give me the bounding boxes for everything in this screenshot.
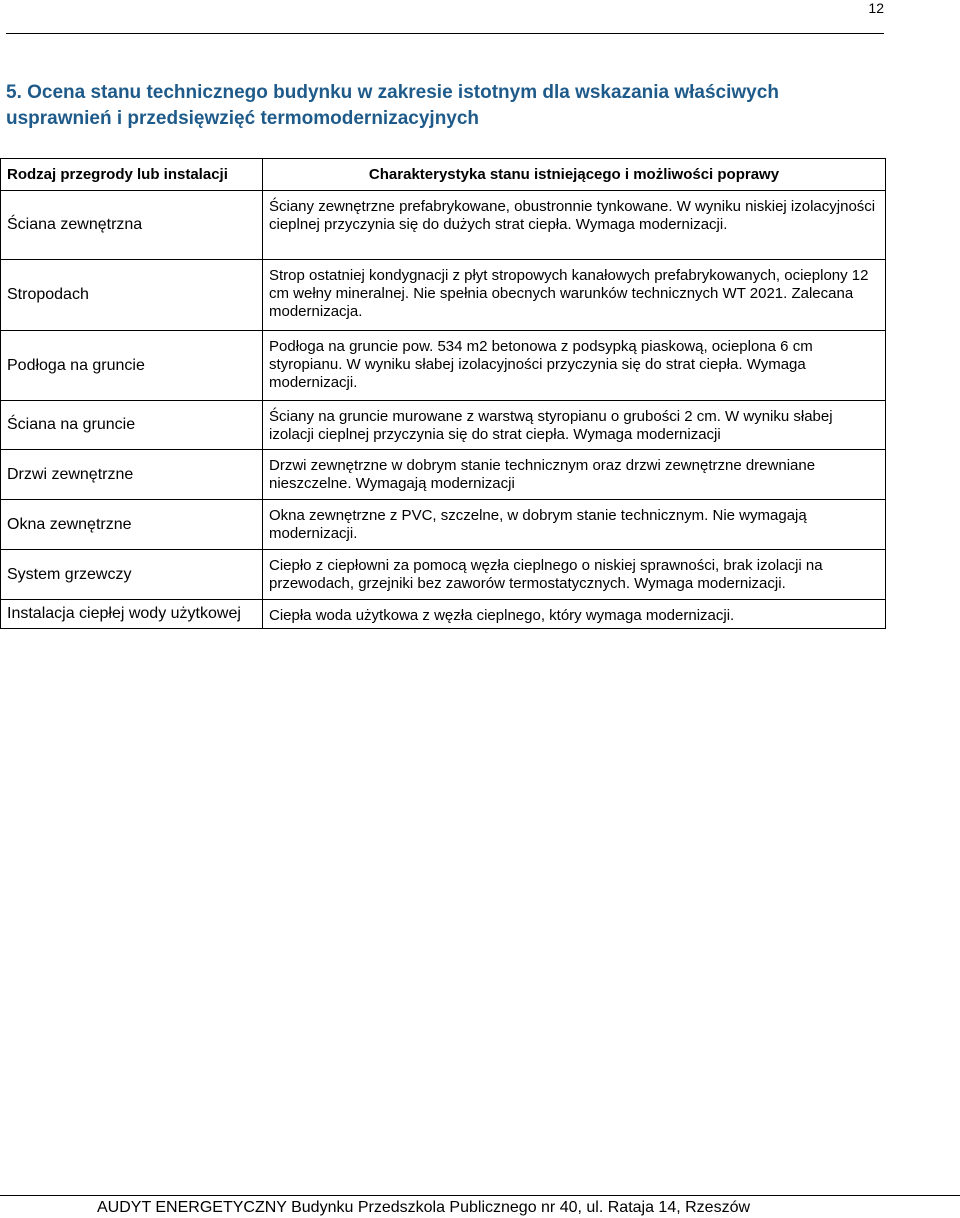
partition-description: Ciepła woda użytkowa z węzła cieplnego, który wymaga modernizacji. (263, 600, 886, 629)
footer-rule (0, 1195, 960, 1196)
partition-description: Ściany zewnętrzne prefabrykowane, obustronnie tynkowane. W wyniku niskiej izolacyjności cieplnej przyczynia się do dużych strat ciepła. Wymaga modernizacji. (263, 191, 886, 260)
table-header-row (1, 159, 886, 191)
section-title: 5. Ocena stanu technicznego budynku w zakresie istotnym dla wskazania właściwych usprawnień i przedsięwzięć termomodernizacyjnych (6, 82, 779, 129)
table-row (1, 450, 886, 500)
partition-name: Ściana zewnętrzna (1, 191, 263, 260)
page-number: 12 (868, 0, 884, 16)
partition-name: Okna zewnętrzne (1, 500, 263, 550)
assessment-table (0, 158, 886, 629)
partition-name: Drzwi zewnętrzne (1, 450, 263, 500)
partition-description: Strop ostatniej kondygnacji z płyt stropowych kanałowych prefabrykowanych, ocieplony 12 cm wełny mineralnej. Nie spełnia obecnych warunków technicznych WT 2021. Zalecana modernizacja. (263, 260, 886, 331)
partition-name: Ściana na gruncie (1, 401, 263, 450)
header-characteristics: Charakterystyka stanu istniejącego i możliwości poprawy (263, 159, 886, 191)
table-row (1, 500, 886, 550)
table-row (1, 600, 886, 629)
partition-name: System grzewczy (1, 550, 263, 600)
header-rule (6, 33, 884, 34)
table-row (1, 331, 886, 401)
partition-description: Ciepło z ciepłowni za pomocą węzła cieplnego o niskiej sprawności, brak izolacji na przewodach, grzejniki bez zaworów termostatycznych. Wymaga modernizacji. (263, 550, 886, 600)
partition-name: Stropodach (1, 260, 263, 331)
table-row (1, 260, 886, 331)
table-row (1, 191, 886, 260)
table-row (1, 550, 886, 600)
partition-name: Instalacja ciepłej wody użytkowej (1, 600, 263, 629)
partition-description: Okna zewnętrzne z PVC, szczelne, w dobrym stanie technicznym. Nie wymagają modernizacji. (263, 500, 886, 550)
partition-description: Ściany na gruncie murowane z warstwą styropianu o grubości 2 cm. W wyniku słabej izolacji cieplnej przyczynia się do strat ciepła. Wymaga modernizacji (263, 401, 886, 450)
partition-description: Drzwi zewnętrzne w dobrym stanie technicznym oraz drzwi zewnętrzne drewniane nieszczelne. Wymagają modernizacji (263, 450, 886, 500)
partition-description: Podłoga na gruncie pow. 534 m2 betonowa z podsypką piaskową, ocieplona 6 cm styropianu. W wyniku słabej izolacyjności przyczynia się do strat ciepła. Wymaga modernizacji. (263, 331, 886, 401)
partition-name: Podłoga na gruncie (1, 331, 263, 401)
header-partition-type: Rodzaj przegrody lub instalacji (1, 159, 263, 191)
table-row (1, 401, 886, 450)
footer-text: AUDYT ENERGETYCZNY Budynku Przedszkola Publicznego nr 40, ul. Rataja 14, Rzeszów (97, 1199, 751, 1216)
